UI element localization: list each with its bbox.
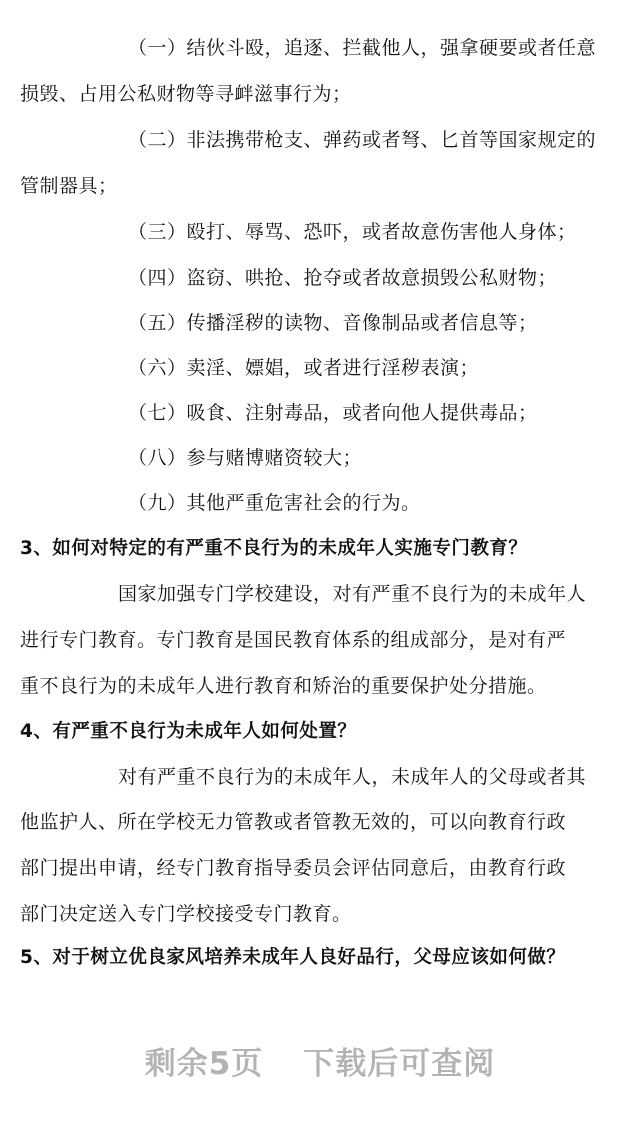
question-5-heading: 5、对于树立优良家风培养未成年人良好品行，父母应该如何做？: [20, 947, 566, 968]
question-4-paragraph-line-1: 对有严重不良行为的未成年人，未成年人的父母或者其: [118, 766, 587, 788]
list-item-7: （七）吸食、注射毒品，或者向他人提供毒品；: [128, 402, 538, 424]
question-4-paragraph-line-2: 他监护人、所在学校无力管教或者管教无效的，可以向教育行政: [20, 811, 567, 833]
list-item-2-line-2: 管制器具；: [20, 175, 118, 197]
question-3-paragraph-line-3: 重不良行为的未成年人进行教育和矫治的重要保护处分措施。: [20, 675, 547, 697]
question-4-paragraph-line-4: 部门决定送入专门学校接受专门教育。: [20, 903, 352, 925]
list-item-2-line-1: （二）非法携带枪支、弹药或者弩、匕首等国家规定的: [128, 129, 597, 151]
list-item-4: （四）盗窃、哄抢、抢夺或者故意损毁公私财物；: [128, 267, 558, 289]
remaining-pages-text[interactable]: 剩余5页: [144, 1045, 264, 1082]
question-4-paragraph-line-3: 部门提出申请，经专门教育指导委员会评估同意后，由教育行政: [20, 857, 567, 879]
list-item-3: （三）殴打、辱骂、恐吓，或者故意伤害他人身体；: [128, 221, 577, 243]
list-item-5: （五）传播淫秽的读物、音像制品或者信息等；: [128, 312, 538, 334]
download-to-view-text[interactable]: 下载后可查阅: [303, 1045, 496, 1082]
list-item-1-line-2: 损毁、占用公私财物等寻衅滋事行为；: [20, 83, 352, 105]
list-item-1-line-1: （一）结伙斗殴，追逐、拦截他人，强拿硬要或者任意: [128, 37, 597, 59]
question-3-paragraph-line-1: 国家加强专门学校建设，对有严重不良行为的未成年人: [118, 583, 587, 605]
list-item-6: （六）卖淫、嫖娼，或者进行淫秽表演；: [128, 357, 480, 379]
question-3-heading: 3、如何对特定的有严重不良行为的未成年人实施专门教育？: [20, 538, 528, 559]
list-item-8: （八）参与赌博赌资较大；: [128, 447, 363, 469]
list-item-9: （九）其他严重危害社会的行为。: [128, 492, 421, 514]
download-banner[interactable]: [0, 1030, 640, 1090]
question-4-heading: 4、有严重不良行为未成年人如何处置？: [20, 721, 357, 742]
question-3-paragraph-line-2: 进行专门教育。专门教育是国民教育体系的组成部分，是对有严: [20, 629, 567, 651]
